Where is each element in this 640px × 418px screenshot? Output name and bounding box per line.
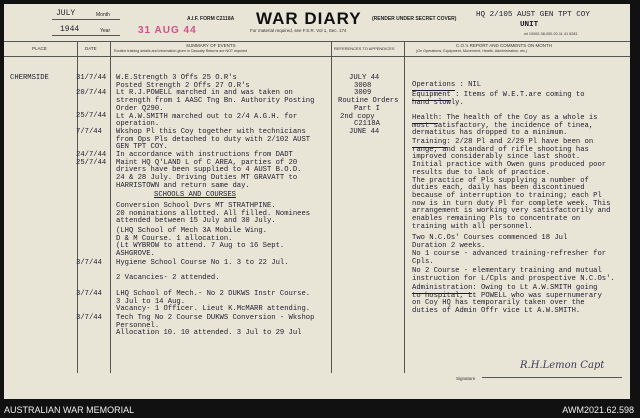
col-summary: SUMMARY OF EVENTS	[186, 43, 236, 48]
summary-line: D & M Course. 1 allocation.	[116, 234, 233, 243]
year-value: 1944	[60, 25, 80, 34]
co-line: on Coy HQ has temporarily taken over the	[412, 299, 585, 308]
ref-line: C2118A	[354, 120, 380, 129]
summary-line: Hygiene School Course No 1. 3 to 22 Jul.	[116, 259, 289, 267]
summary-line: ASHGROVE.	[116, 250, 155, 259]
date-entry: 3/7/44	[76, 259, 102, 267]
summary-line: Vacancy- 1 Officer. Lieut K.McMARR attending.	[116, 305, 311, 314]
summary-line: Personnel.	[116, 321, 160, 330]
co-line: dermatitus has dropped to a minimum.	[412, 129, 568, 138]
co-line: duties each, daily has been discontinued	[412, 184, 585, 193]
co-line: training with all personnel.	[412, 222, 533, 231]
col-summary-sub: Routine training details and information given in Casualty Returns are NOT required	[114, 49, 248, 53]
footer-institution: AUSTRALIAN WAR MEMORIAL	[4, 405, 135, 415]
month-value: JULY	[56, 9, 76, 18]
summary-line: Conversion School Dvrs MT STRATHPINE.	[116, 202, 276, 210]
heading-underline	[412, 90, 455, 91]
summary-line: Order Q290.	[116, 104, 164, 113]
heading-underline	[412, 100, 451, 101]
co-line: improved considerably since last shoot.	[412, 153, 581, 162]
place-value: CHERMSIDE	[10, 74, 49, 82]
ref-line: Part I	[354, 104, 380, 113]
date-entry: 25/7/44	[76, 159, 107, 167]
ref-line: JUNE 44	[349, 127, 380, 136]
rule-refs	[404, 41, 405, 373]
form-label: A.I.F. FORM C2118A	[187, 16, 235, 22]
summary-line: drivers have been supplied to 4 AUST B.O.D.	[116, 166, 302, 175]
co-line: No 1 course - advanced training-refresher for	[412, 250, 607, 258]
summary-line: LHQ School of Mech.- No 2 DUKWS Instr Course.	[116, 290, 311, 298]
ref-line: JULY 44	[349, 74, 380, 82]
date-entry: 3/7/44	[76, 314, 102, 322]
rule-date	[110, 41, 111, 373]
summary-line: from Ops Pls detached to duty with 2/102 AUST	[116, 135, 311, 144]
summary-line: Maint HQ Q'LAND L of C AREA, parties of 20	[116, 158, 298, 167]
summary-line: Tech Tng No 2 Course DUKWS Conversion - Wkshop	[116, 314, 315, 322]
unit-label: UNIT	[520, 21, 539, 29]
summary-line: 24 & 28 July. Driving Duties MT GRAVATT to	[116, 174, 298, 183]
schools-courses-heading: SCHOOLS AND COURSES	[154, 191, 236, 199]
co-line: Administration: Owing to Lt A.W.SMITH going	[412, 284, 598, 292]
header-bottom-rule	[4, 56, 630, 57]
ref-line: 3008	[354, 81, 372, 90]
summary-line: 2 Vacancies- 2 attended.	[116, 274, 220, 282]
co-line: No 2 Course - elementary training and mutual	[412, 267, 602, 275]
sub-note: For material required, see F.S.R. Vol 1, Sec. 174	[250, 28, 347, 33]
rule-summary	[331, 41, 332, 373]
co-line: instruction for L/Cpls and prospective N.C.Os'.	[412, 274, 615, 283]
co-line: results due to lack of practice.	[412, 168, 551, 177]
col-date: DATE	[85, 46, 97, 51]
co-line: now is in turn duty Pl for complete week. This	[412, 199, 611, 208]
signature: R.H.Lemon Capt	[520, 360, 605, 371]
render-note: (RENDER UNDER SECRET COVER)	[372, 16, 457, 22]
table-top-rule	[4, 41, 630, 42]
summary-line: 20 nominations allotted. All filled. Nominees	[116, 209, 311, 218]
co-line: Cpls.	[412, 257, 434, 266]
month-label: Month	[96, 12, 110, 18]
month-rule	[52, 19, 120, 20]
co-line: Health: The health of the Coy as a whole is	[412, 114, 598, 122]
ref-line: 2nd copy	[340, 112, 375, 121]
co-line: hand slowly.	[412, 98, 464, 107]
co-line: Two N.C.Os' Courses commenced 18 Jul	[412, 234, 568, 242]
ref-line: Routine Orders	[338, 97, 399, 106]
corner-print: wt 10000-38,000-20.11.41 5281	[524, 32, 578, 36]
year-rule	[52, 35, 120, 36]
co-line: Equipment : Items of W.E.T.are coming to	[412, 91, 585, 99]
heading-underline	[412, 147, 447, 148]
signature-rule	[482, 377, 622, 378]
summary-line: attended between 15 July and 30 July.	[116, 217, 276, 226]
co-line: Duration 2 weeks.	[412, 241, 486, 250]
co-line: arrangement is working very satisfactorily and	[412, 207, 611, 216]
summary-line: Allocation 10. 10 attended. 3 Jul to 29 Jul	[116, 329, 302, 338]
date-entry: 20/7/44	[76, 89, 107, 97]
col-refs: REFERENCES TO APPENDICES	[334, 46, 395, 51]
date-entry: 24/7/44	[76, 151, 107, 159]
ref-line: 3009	[354, 89, 372, 98]
summary-line: strength from 1 AASC Tng Bn. Authority Posting	[116, 97, 315, 106]
summary-line: operation.	[116, 120, 160, 129]
co-line: Training: 2/28 Pl and 2/29 Pl have been on	[412, 138, 594, 146]
summary-line: In accordance with instructions from DADT	[116, 151, 293, 159]
date-received-stamp: 31 AUG 44	[138, 25, 197, 36]
summary-line: (Lt WYBROW to attend. 7 Aug to 16 Sept.	[116, 242, 285, 251]
year-label: Year	[100, 28, 111, 34]
summary-line: 3 Jul to 14 Aug.	[116, 297, 186, 306]
diary-page	[4, 4, 630, 399]
summary-line: GEN TPT COY.	[116, 143, 168, 152]
co-line: most satisfactory, the incidence of tinea,	[412, 121, 594, 130]
col-co: C.O.'s REPORT AND COMMENTS ON MONTH	[456, 43, 552, 48]
co-line: to hospital, Lt POWELL who was supernumerary	[412, 291, 602, 300]
summary-line: (LHQ School of Mech 3A Mobile Wing.	[116, 227, 267, 235]
footer-accession: AWM2021.62.598	[562, 405, 634, 415]
col-place: PLACE	[32, 46, 47, 51]
co-line: duties of Admin Offr vice Lt A.W.SMITH.	[412, 307, 581, 316]
summary-line: Posted Strength 2 Offs 27 O.R's	[116, 81, 250, 90]
summary-line: Wkshop Pl this Coy together with technicians	[116, 127, 306, 136]
co-line: range, and standard of rifle shooting has	[412, 145, 589, 154]
col-co-sub: (On Operations, Equipment, Movement, Health, Administration, etc.)	[416, 49, 528, 53]
summary-line: HARRISTOWN and return same day.	[116, 181, 250, 190]
summary-line: Lt A.W.SMITH marched out to 2/4 A.G.H. for	[116, 112, 298, 121]
date-entry: 31/7/44	[76, 74, 107, 82]
unit-value: HQ 2/105 AUST GEN TPT COY	[476, 11, 590, 19]
date-entry: 25/7/44	[76, 112, 107, 120]
signature-label: Signature	[456, 376, 476, 381]
date-entry: 3/7/44	[76, 290, 102, 298]
date-entry: 7/7/44	[76, 128, 102, 136]
diary-title: WAR DIARY	[256, 9, 362, 28]
heading-underline	[412, 293, 472, 294]
co-line: The practice of Pls supplying a number of	[412, 176, 589, 185]
heading-underline	[412, 123, 438, 124]
co-line: Operations : NIL	[412, 81, 482, 89]
summary-line: Lt R.J.POWELL marched in and was taken on	[116, 89, 293, 98]
co-line: because of interruption to training; each Pl	[412, 191, 602, 200]
summary-line: W.E.Strength 3 Offs 25 O.R's	[116, 74, 237, 82]
archive-footer	[0, 403, 640, 418]
co-line: Initial practice with Owen guns produced poor	[412, 161, 607, 170]
co-line: enables remaining Pls to concentrate on	[412, 215, 581, 223]
